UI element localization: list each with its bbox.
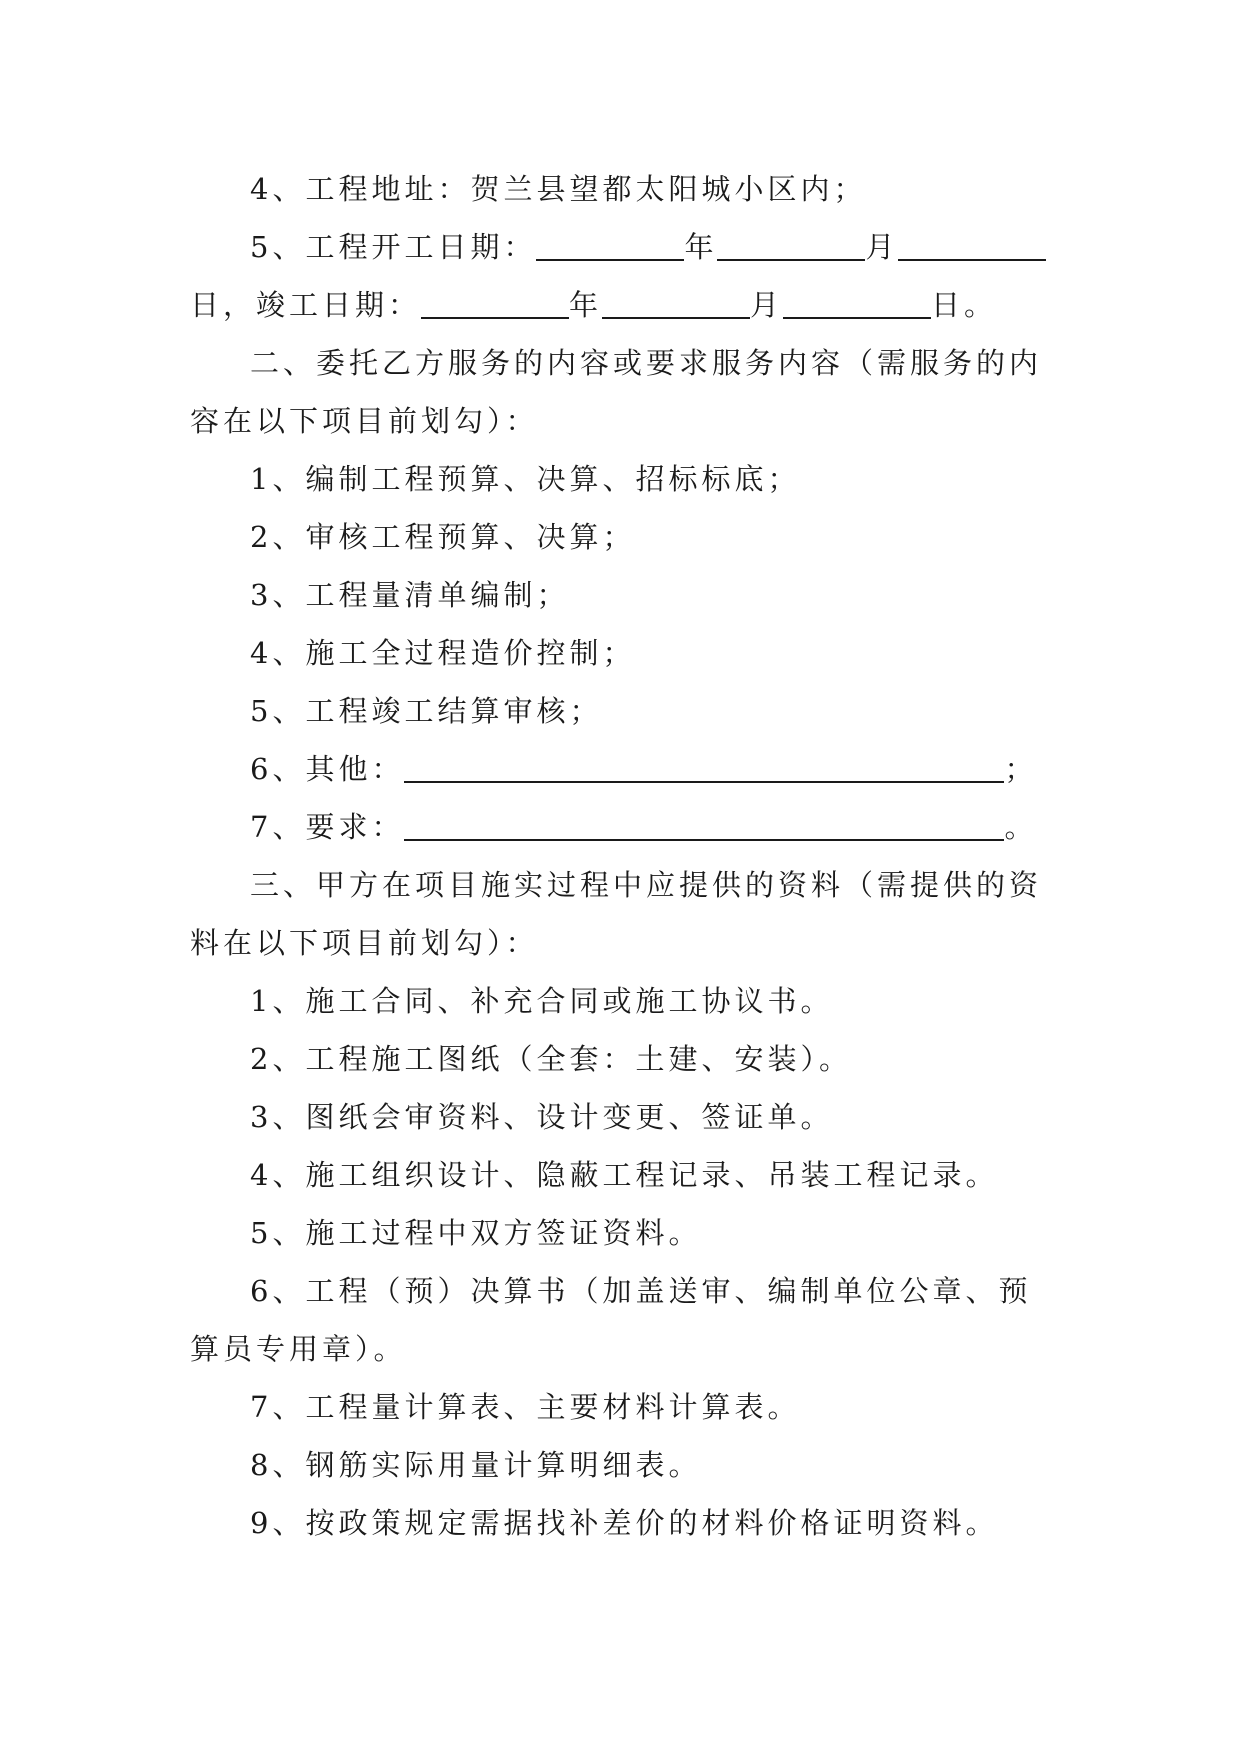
other-blank (404, 749, 1004, 783)
material-item-5: 5、施工过程中双方签证资料。 (250, 1216, 702, 1250)
start-date-label: 5、工程开工日期： (250, 230, 537, 264)
project-address-line: 4、工程地址：贺兰县望都太阳城小区内； (250, 172, 867, 206)
material-item-3: 3、图纸会审资料、设计变更、签证单。 (250, 1100, 834, 1134)
material-item-7: 7、工程量计算表、主要材料计算表。 (250, 1390, 801, 1424)
material-item-6: 6、工程（预）决算书（加盖送审、编制单位公章、预算员专用章）。 (190, 1274, 1032, 1366)
year-label: 年 (684, 230, 718, 264)
other-suffix: ； (1004, 752, 1038, 786)
requirement-blank (404, 807, 1004, 841)
requirement-suffix: 。 (1004, 810, 1038, 844)
day-suffix: 日。 (931, 288, 998, 322)
start-date-line (190, 218, 1050, 334)
section-3-heading: 三、甲方在项目施实过程中应提供的资料（需提供的资料在以下项目前划勾）： (190, 868, 1043, 960)
section-2-heading: 二、委托乙方服务的内容或要求服务内容（需服务的内容在以下项目前划勾）： (190, 346, 1043, 438)
other-label: 6、其他： (250, 752, 405, 786)
document-page (190, 160, 1050, 1552)
month-label: 月 (865, 230, 899, 264)
end-year-blank (421, 285, 569, 319)
material-item-2: 2、工程施工图纸（全套：土建、安装）。 (250, 1042, 852, 1076)
end-day-blank (783, 285, 931, 319)
service-item-4: 4、施工全过程造价控制； (250, 636, 636, 670)
start-year-blank (536, 227, 684, 261)
requirement-label: 7、要求： (250, 810, 405, 844)
start-month-blank (717, 227, 865, 261)
service-item-1: 1、编制工程预算、决算、招标标底； (250, 462, 801, 496)
start-day-blank (898, 227, 1046, 261)
material-item-8: 8、钢筋实际用量计算明细表。 (250, 1448, 702, 1482)
service-item-3: 3、工程量清单编制； (250, 578, 570, 612)
service-item-2: 2、审核工程预算、决算； (250, 520, 636, 554)
year-label-2: 年 (569, 288, 603, 322)
service-item-5: 5、工程竣工结算审核； (250, 694, 603, 728)
month-label-2: 月 (750, 288, 784, 322)
material-item-9: 9、按政策规定需据找补差价的材料价格证明资料。 (250, 1506, 999, 1540)
end-month-blank (602, 285, 750, 319)
service-item-6 (190, 740, 1050, 798)
service-item-7 (190, 798, 1050, 856)
completion-date-label: 日，竣工日期： (190, 288, 422, 322)
material-item-1: 1、施工合同、补充合同或施工协议书。 (250, 984, 834, 1018)
material-item-4: 4、施工组织设计、隐蔽工程记录、吊装工程记录。 (250, 1158, 999, 1192)
